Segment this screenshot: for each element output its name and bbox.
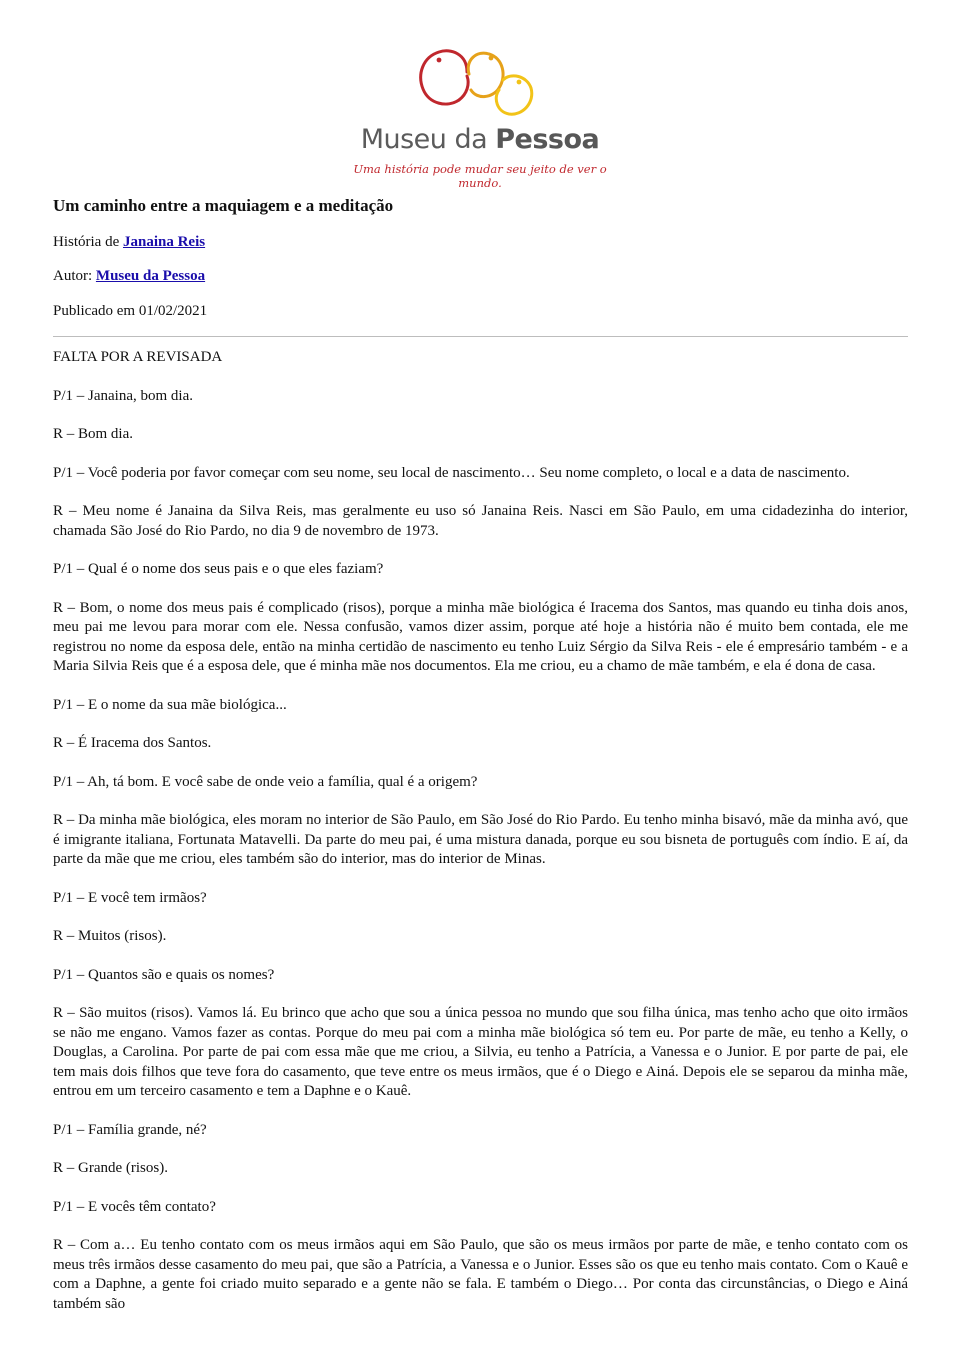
autor-label: Autor:	[53, 268, 96, 284]
transcript-paragraph: P/1 – E vocês têm contato?	[53, 1198, 216, 1215]
transcript-paragraph: P/1 – E você tem irmãos?	[53, 889, 207, 906]
transcript-body	[53, 348, 908, 1314]
museu-da-pessoa-logo	[340, 44, 620, 190]
transcript-paragraph: R – São muitos (risos). Vamos lá. Eu brinco que acho que sou a única pessoa no mundo que sou filha única, mas tenho acho que oito irmãos se não me engano. Vamos fazer as contas. Porque do meu pai com a minha mãe biológica só tem eu. Por parte de mãe, eu tenho a Kelly, o Douglas, a Carolina. Por parte de pai com essa mãe que me criou, a Silvia, eu tenho a Patrícia, a Vanessa e o Junior. E por parte de pai, ele tem mais dois filhos que teve fora do casamento, que teve entre os meus irmãos, que é o Diego e Ainá. Depois ele se separou da minha mãe, entrou em um terceiro casamento e tem a Daphne e o Kauê.	[53, 1005, 908, 1099]
logo-wordmark	[340, 124, 620, 155]
transcript-paragraph: R – Bom, o nome dos meus pais é complicado (risos), porque a minha mãe biológica é Iracema dos Santos, mas quando eu tinha dois anos, meu pai me levou para morar com ele. Nessa confusão, vamos dizer assim, porque até hoje a história não é muito bem contada, ele me registrou no nome da esposa dele, então na minha certidão de nascimento eu tenho Luiz Sérgio da Silva Reis - ele é empresário também - e a Maria Silvia Reis que é a esposa dele, que é minha mãe nos documentos. Ela me criou, eu a chamo de mãe também, e ela é dona de casa.	[53, 599, 908, 674]
transcript-paragraph: R – Grande (risos).	[53, 1160, 168, 1176]
transcript-paragraph: FALTA POR A REVISADA	[53, 349, 223, 365]
historia-label: História de	[53, 233, 123, 250]
transcript-paragraph: R – Da minha mãe biológica, eles moram no interior de São Paulo, em São José do Rio Pardo. Eu tenho minha bisavó, mãe da minha avó, que é imigrante italiana, Fortunata Matavelli. Da parte do meu pai, é uma mistura danada, porque eu sou bisneta de português com índio. E aí, da parte da mãe que me criou, eles também são do interior, mas do interior de Minas.	[53, 812, 908, 867]
transcript-paragraph: P/1 – Qual é o nome dos seus pais e o que eles faziam?	[53, 561, 384, 577]
historia-line	[53, 233, 908, 253]
transcript-paragraph: P/1 – Quantos são e quais os nomes?	[53, 966, 275, 983]
historia-author-link[interactable]: Janaina Reis	[122, 233, 206, 250]
transcript-paragraph: R – Muitos (risos).	[53, 928, 167, 944]
transcript-paragraph: R – Bom dia.	[53, 426, 134, 442]
autor-line	[53, 267, 908, 287]
logo-tagline: Uma história pode mudar seu jeito de ver o mundo.	[353, 162, 607, 190]
article-title: Um caminho entre a maquiagem e a meditação	[53, 196, 394, 215]
logo-wordmark-museu: Museu da	[360, 124, 496, 155]
logo-wordmark-pessoa: Pessoa	[495, 124, 600, 155]
transcript-paragraph: R – Com a… Eu tenho contato com os meus irmãos aqui em São Paulo, que são os meus irmãos por parte de mãe, e tenho contato com os meus três irmãos desse casamento do meu pai, que são a Patrícia, a Vanessa e o Junior. Esses são os que eu tenho mais contato. Com o Kauê e com a Daphne, a gente foi criado muito separado e a gente não se fala. E também o Diego… Por conta das circunstâncias, o Diego e Ainá também são	[53, 1237, 908, 1312]
interlocking-circles-logo-icon	[415, 44, 545, 122]
transcript-paragraph: P/1 – Ah, tá bom. E você sabe de onde veio a família, qual é a origem?	[53, 773, 478, 790]
transcript-paragraph: P/1 – Janaina, bom dia.	[53, 387, 193, 404]
transcript-paragraph: R – É Iracema dos Santos.	[53, 735, 212, 751]
divider	[53, 336, 908, 337]
autor-link[interactable]: Museu da Pessoa	[95, 268, 206, 284]
transcript-paragraph: P/1 – Família grande, né?	[53, 1121, 207, 1138]
transcript-paragraph: R – Meu nome é Janaina da Silva Reis, mas geralmente eu uso só Janaina Reis. Nasci em São Paulo, em uma cidadezinha do interior, chamada São José do Rio Pardo, no dia 9 de novembro de 1973.	[53, 503, 908, 539]
transcript-paragraph: P/1 – Você poderia por favor começar com seu nome, seu local de nascimento… Seu nome completo, o local e a data de nascimento.	[53, 464, 850, 481]
published-date: Publicado em 01/02/2021	[53, 302, 208, 319]
article	[53, 196, 908, 1333]
transcript-paragraph: P/1 – E o nome da sua mãe biológica...	[53, 696, 287, 713]
